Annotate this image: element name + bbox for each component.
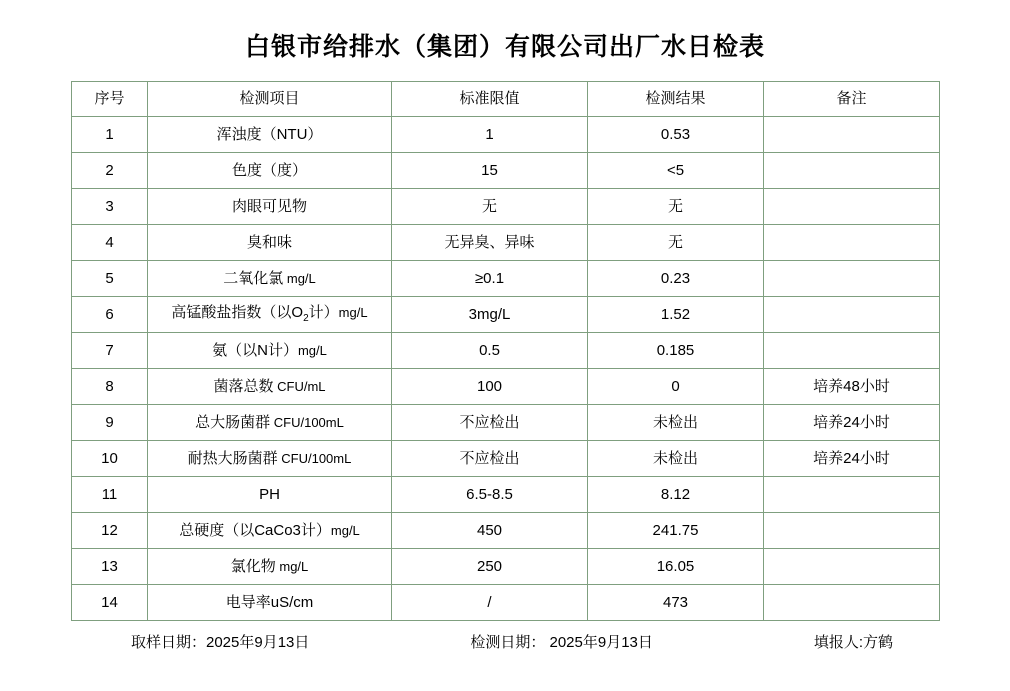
table-row [72,153,940,189]
table-row [72,117,940,153]
cell-limit: 0.5 [392,333,588,369]
cell-result: 0.23 [588,261,764,297]
cell-no: 6 [72,297,148,333]
cell-remark [764,549,940,585]
document-page [0,27,1010,691]
filler-name: 填报人:方鹤 [813,634,893,651]
cell-limit: 15 [392,153,588,189]
cell-remark [764,585,940,621]
cell-limit: 3mg/L [392,297,588,333]
cell-no: 12 [72,513,148,549]
cell-item: 色度（度） [148,153,392,189]
cell-item: 臭和味 [148,225,392,261]
cell-limit: / [392,585,588,621]
cell-item: 总硬度（以CaCo3计）mg/L [148,513,392,549]
table-row [72,333,940,369]
cell-item: PH [148,477,392,513]
column-header-result: 检测结果 [588,82,764,117]
cell-limit: 无异臭、异味 [392,225,588,261]
cell-no: 11 [72,477,148,513]
cell-result: <5 [588,153,764,189]
table-body [72,117,940,621]
cell-item: 高锰酸盐指数（以$O_2$计）mg/L [148,297,392,333]
cell-item: 总大肠菌群 CFU/100mL [148,405,392,441]
cell-remark [764,513,940,549]
table-row [72,225,940,261]
cell-remark [764,261,940,297]
cell-remark [764,117,940,153]
cell-item: 氨（以N计）mg/L [148,333,392,369]
cell-limit: 不应检出 [392,405,588,441]
testing-date: 检测日期： 2025年9月13日 [470,634,653,651]
cell-item: 菌落总数 CFU/mL [148,369,392,405]
cell-result: 1.52 [588,297,764,333]
cell-remark [764,477,940,513]
cell-limit: 6.5-8.5 [392,477,588,513]
table-row [72,441,940,477]
table-row [72,261,940,297]
table-row [72,405,940,441]
cell-result: 241.75 [588,513,764,549]
cell-result: 无 [588,189,764,225]
column-header-limit: 标准限值 [392,82,588,117]
table-row [72,585,940,621]
column-header-no: 序号 [72,82,148,117]
cell-item: 电导率uS/cm [148,585,392,621]
cell-result: 0 [588,369,764,405]
column-header-item: 检测项目 [148,82,392,117]
cell-limit: 不应检出 [392,441,588,477]
cell-limit: 450 [392,513,588,549]
cell-no: 3 [72,189,148,225]
cell-remark: 培养24小时 [764,405,940,441]
cell-remark [764,153,940,189]
table-row [72,369,940,405]
cell-result: 473 [588,585,764,621]
cell-result: 未检出 [588,405,764,441]
sampling-date: 取样日期：2025年9月13日 [131,634,310,651]
cell-item: 肉眼可见物 [148,189,392,225]
column-header-remark: 备注 [764,82,940,117]
footer-row [65,631,945,652]
table-row [72,297,940,333]
cell-no: 5 [72,261,148,297]
cell-item: 浑浊度（NTU） [148,117,392,153]
cell-no: 14 [72,585,148,621]
table-header [72,82,940,117]
cell-no: 7 [72,333,148,369]
water-quality-table [71,81,940,621]
cell-no: 10 [72,441,148,477]
cell-limit: 250 [392,549,588,585]
cell-no: 2 [72,153,148,189]
page-title: 白银市给排水（集团）有限公司出厂水日检表 [244,33,765,61]
cell-result: 0.53 [588,117,764,153]
cell-no: 4 [72,225,148,261]
cell-no: 9 [72,405,148,441]
cell-result: 未检出 [588,441,764,477]
cell-result: 0.185 [588,333,764,369]
cell-no: 13 [72,549,148,585]
cell-result: 8.12 [588,477,764,513]
cell-remark [764,333,940,369]
table-row [72,513,940,549]
cell-result: 无 [588,225,764,261]
cell-limit: 100 [392,369,588,405]
cell-limit: 1 [392,117,588,153]
cell-remark: 培养24小时 [764,441,940,477]
table-header-row [72,82,940,117]
cell-limit: 无 [392,189,588,225]
table-row [72,189,940,225]
cell-item: 耐热大肠菌群 CFU/100mL [148,441,392,477]
cell-remark [764,297,940,333]
table-row [72,549,940,585]
cell-remark [764,189,940,225]
report-table-wrapper [71,81,939,621]
cell-item: 氯化物 mg/L [148,549,392,585]
cell-no: 8 [72,369,148,405]
cell-item: 二氧化氯 mg/L [148,261,392,297]
table-row [72,477,940,513]
cell-result: 16.05 [588,549,764,585]
cell-no: 1 [72,117,148,153]
cell-remark [764,225,940,261]
cell-limit: ≥0.1 [392,261,588,297]
cell-remark: 培养48小时 [764,369,940,405]
